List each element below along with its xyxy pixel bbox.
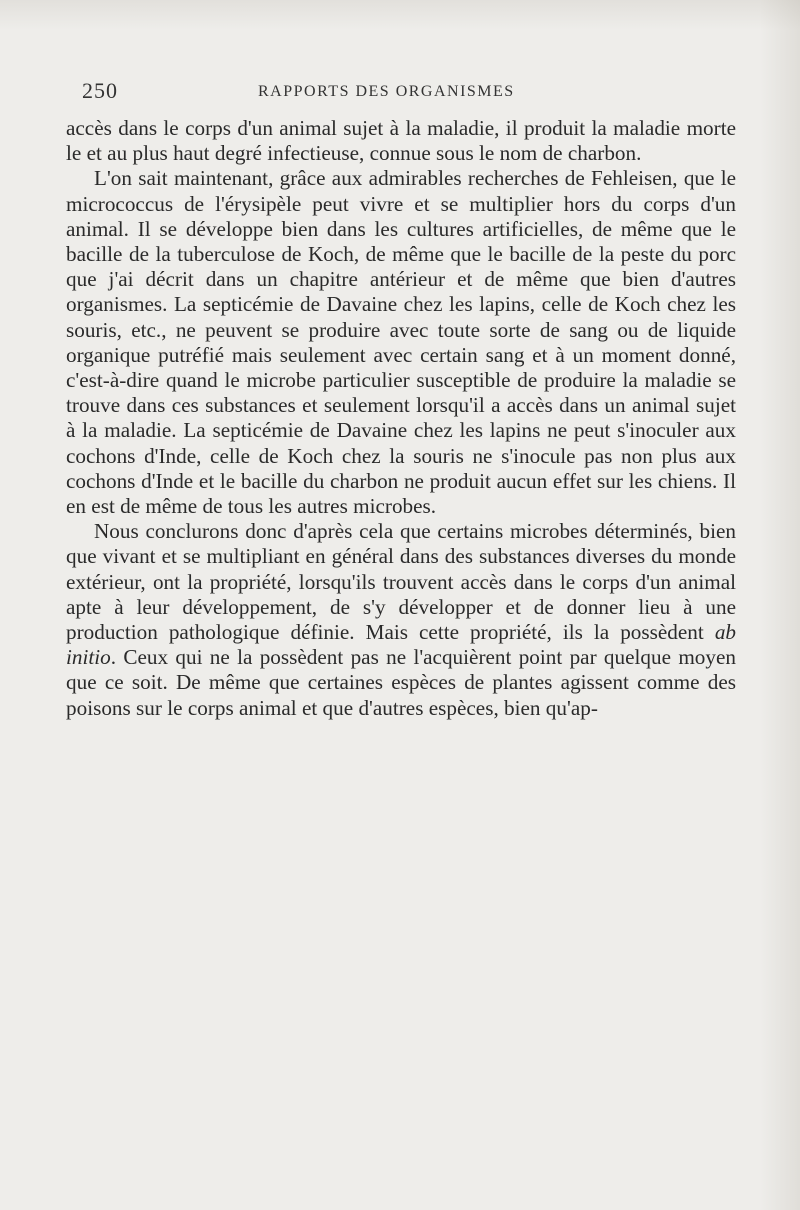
paragraph [66, 519, 736, 721]
page-number: 250 [82, 78, 118, 103]
page-shadow-top [0, 0, 800, 30]
paragraph [66, 166, 736, 519]
paragraph-text-start: Nous conclurons donc d'après cela que certains microbes déterminés, bien que vivant et se multipliant en général dans des substances diverses du monde extérieur, ont la propriété, lorsqu'ils trouvent accès dans le corps d'un animal apte à leur développement, de s'y développer et de donner lieu à une production pathologique définie. Mais cette propriété, ils la possèdent [66, 519, 736, 645]
body-text [66, 116, 736, 721]
paragraph-text-end: . Ceux qui ne la possèdent pas ne l'acquièrent point par quelque moyen que ce soit. De même que certaines espèces de plantes agissent comme des poisons sur le corps animal et que d'autres espèces, bien qu'ap- [66, 645, 736, 720]
paragraph-text: L'on sait maintenant, grâce aux admirables recherches de Fehleisen, que le micrococcus de l'érysipèle peut vivre et se multiplier hors du corps d'un animal. Il se développe bien dans les cultures artificielles, de même que le bacille de la tuberculose de Koch, de même que le bacille de la peste du porc que j'ai décrit dans un chapitre antérieur et de même que bien d'autres organismes. La septicémie de Davaine chez les lapins, celle de Koch chez les souris, etc., ne peuvent se produire avec toute sorte de sang ou de liquide organique putréfié mais seulement avec certain sang et à un moment donné, c'est-à-dire quand le microbe particulier susceptible de produire la maladie se trouve dans ces substances et seulement lorsqu'il a accès dans un animal sujet à la maladie. La septicémie de Davaine chez les lapins ne peut s'inoculer aux cochons d'Inde, celle de Koch chez la souris ne s'inocule pas non plus aux cochons d'Inde et le bacille du charbon ne produit aucun effet sur les chiens. Il en est de même de tous les autres microbes. [66, 166, 736, 519]
italic-latin-phrase: ab initio [66, 620, 736, 670]
running-head: RAPPORTS DES ORGANISMES [258, 83, 515, 100]
paragraph-text: accès dans le corps d'un animal sujet à la maladie, il produit la maladie morte le et au plus haut degré infectieuse, connue sous le nom de charbon. [66, 116, 736, 166]
paragraph-continued [66, 116, 736, 166]
page-shadow-right [760, 0, 800, 1210]
page-header [82, 78, 722, 108]
